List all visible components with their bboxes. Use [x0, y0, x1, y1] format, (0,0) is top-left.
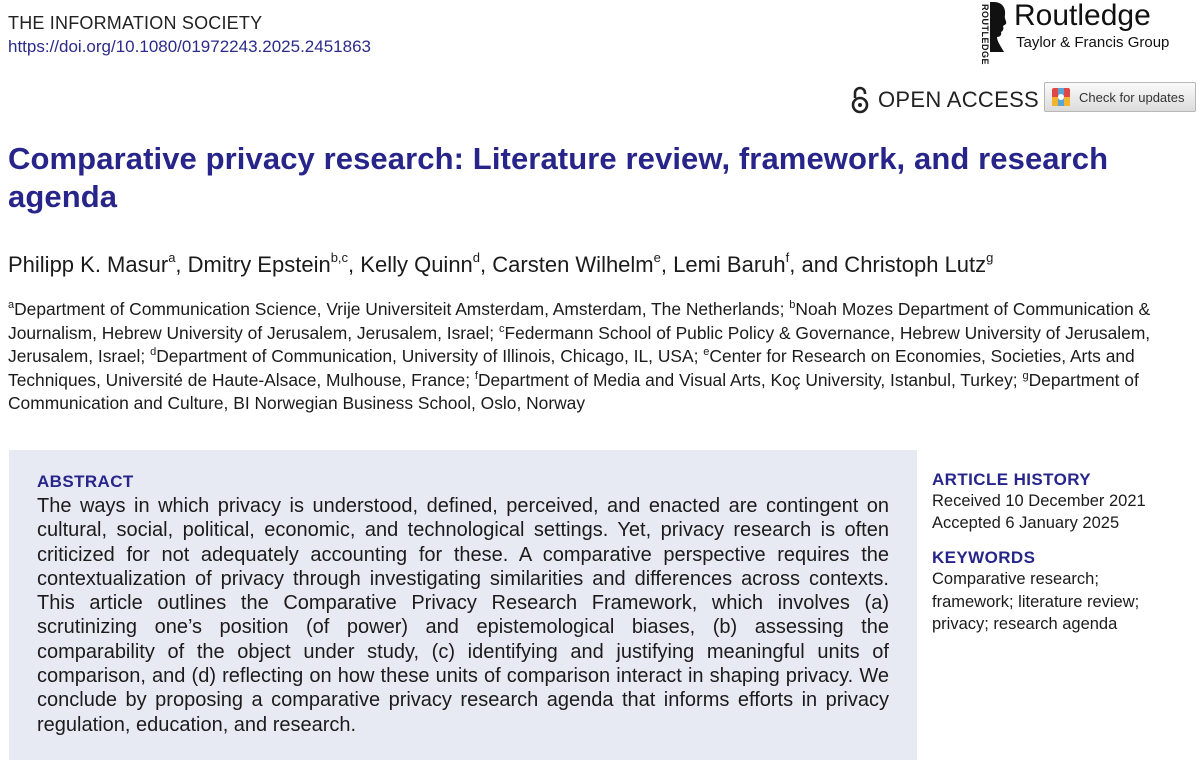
affiliations [8, 298, 1193, 416]
affil-marker: g [1022, 369, 1029, 382]
author-affil-ref: b,c [330, 249, 349, 265]
affil-text: Department of Communication, University of Illinois, Chicago, IL, USA; [156, 346, 704, 367]
open-lock-icon [850, 86, 870, 114]
author-list: Philipp K. Masur$^a$, Dmitry Epstein$^{b,c}$, Kelly Quinn$^d$, Carsten Wilhelm$^e$, Lemi Baruh$^f$, and Christoph Lutz$^g$ [8, 249, 994, 277]
routledge-head-icon [988, 0, 1008, 54]
check-updates-label: Check for updates [1079, 89, 1185, 105]
open-access-badge [850, 84, 1039, 116]
affil-marker: e [703, 346, 710, 359]
journal-header [8, 12, 371, 58]
accepted-date: Accepted 6 January 2025 [932, 514, 1120, 532]
affil-marker: b [789, 299, 796, 312]
affil-marker: d [150, 346, 157, 359]
abstract-panel [9, 450, 917, 760]
keywords-heading: KEYWORDS [932, 548, 1036, 567]
affil-marker: f [474, 369, 478, 382]
check-updates-button[interactable] [1044, 82, 1196, 112]
history-heading: ARTICLE HISTORY [932, 470, 1092, 489]
abstract-text: The ways in which privacy is understood, defined, perceived, and enacted are contingent on cultural, social, political, economic, and technological settings. Yet, privacy research is often criticized for not adequately accounting for these. A comparative perspective requires the contextualization of privacy through investigating similarities and differences across contexts. This article outlines the Comparative Privacy Research Framework, which involves (a) scrutinizing one’s position (of power) and epistemological biases, (b) assessing the comparability of the object under study, (c) identifying and justifying meaningful units of comparison, and (d) reflecting on how these units of comparison interact in shaping privacy. We conclude by proposing a comparative privacy research agenda that informs efforts in privacy regulation, education, and research. [37, 495, 889, 736]
author-name[interactable]: Kelly Quinn [360, 252, 473, 277]
affil-text: Department of Communication Science, Vrije Universiteit Amsterdam, Amsterdam, The Netherlands; [14, 299, 790, 319]
author-name[interactable]: Philipp K. Masur [8, 252, 169, 277]
affil-text: Department of Media and Visual Arts, Koç University, Istanbul, Turkey; [477, 369, 1023, 390]
abstract-heading: ABSTRACT [37, 472, 134, 491]
affil-text: Noah Mozes Department of Communication & Journalism, Hebrew University of Jerusalem, Jerusalem, Israel; [8, 299, 1151, 343]
author-affil-ref: a [168, 249, 176, 265]
publisher-group: Taylor & Francis Group [1016, 34, 1170, 51]
publisher-logo [974, 0, 1194, 66]
author-name[interactable]: Lemi Baruh [673, 252, 786, 277]
journal-name: THE INFORMATION SOCIETY [8, 13, 263, 33]
affil-text: Department of Communication and Culture, BI Norwegian Business School, Oslo, Norway [8, 369, 1139, 414]
author-affil-ref: f [785, 249, 790, 265]
author-affil-ref: g [986, 249, 994, 265]
author-name[interactable]: Dmitry Epstein [187, 252, 331, 277]
affil-marker: c [498, 322, 505, 335]
affil-text: Federmann School of Public Policy & Governance, Hebrew University of Jerusalem, Jerusalem, Israel; [8, 322, 1151, 367]
received-date: Received 10 December 2021 [932, 492, 1146, 510]
affil-marker: a [8, 299, 15, 312]
publisher-name: Routledge [1014, 0, 1151, 32]
affil-text: Center for Research on Economies, Societies, Arts and Techniques, Université de Haute-Alsace, Mulhouse, France; [8, 346, 1135, 390]
doi-link[interactable]: https://doi.org/10.1080/01972243.2025.2451863 [8, 37, 371, 56]
author-affil-ref: e [653, 249, 661, 265]
crossmark-icon [1051, 87, 1071, 107]
article-title: Comparative privacy research: Literature review, framework, and research agenda [8, 141, 1109, 214]
article-sidebar [932, 470, 1192, 636]
keywords-text: Comparative research; framework; literature review; privacy; research agenda [932, 570, 1140, 634]
publisher-vertical-label: ROUTLEDGE [980, 4, 990, 66]
author-affil-ref: d [472, 249, 481, 265]
author-name[interactable]: and Christoph Lutz [801, 252, 987, 277]
author-name[interactable]: Carsten Wilhelm [492, 252, 654, 277]
open-access-label: OPEN ACCESS [878, 87, 1040, 112]
